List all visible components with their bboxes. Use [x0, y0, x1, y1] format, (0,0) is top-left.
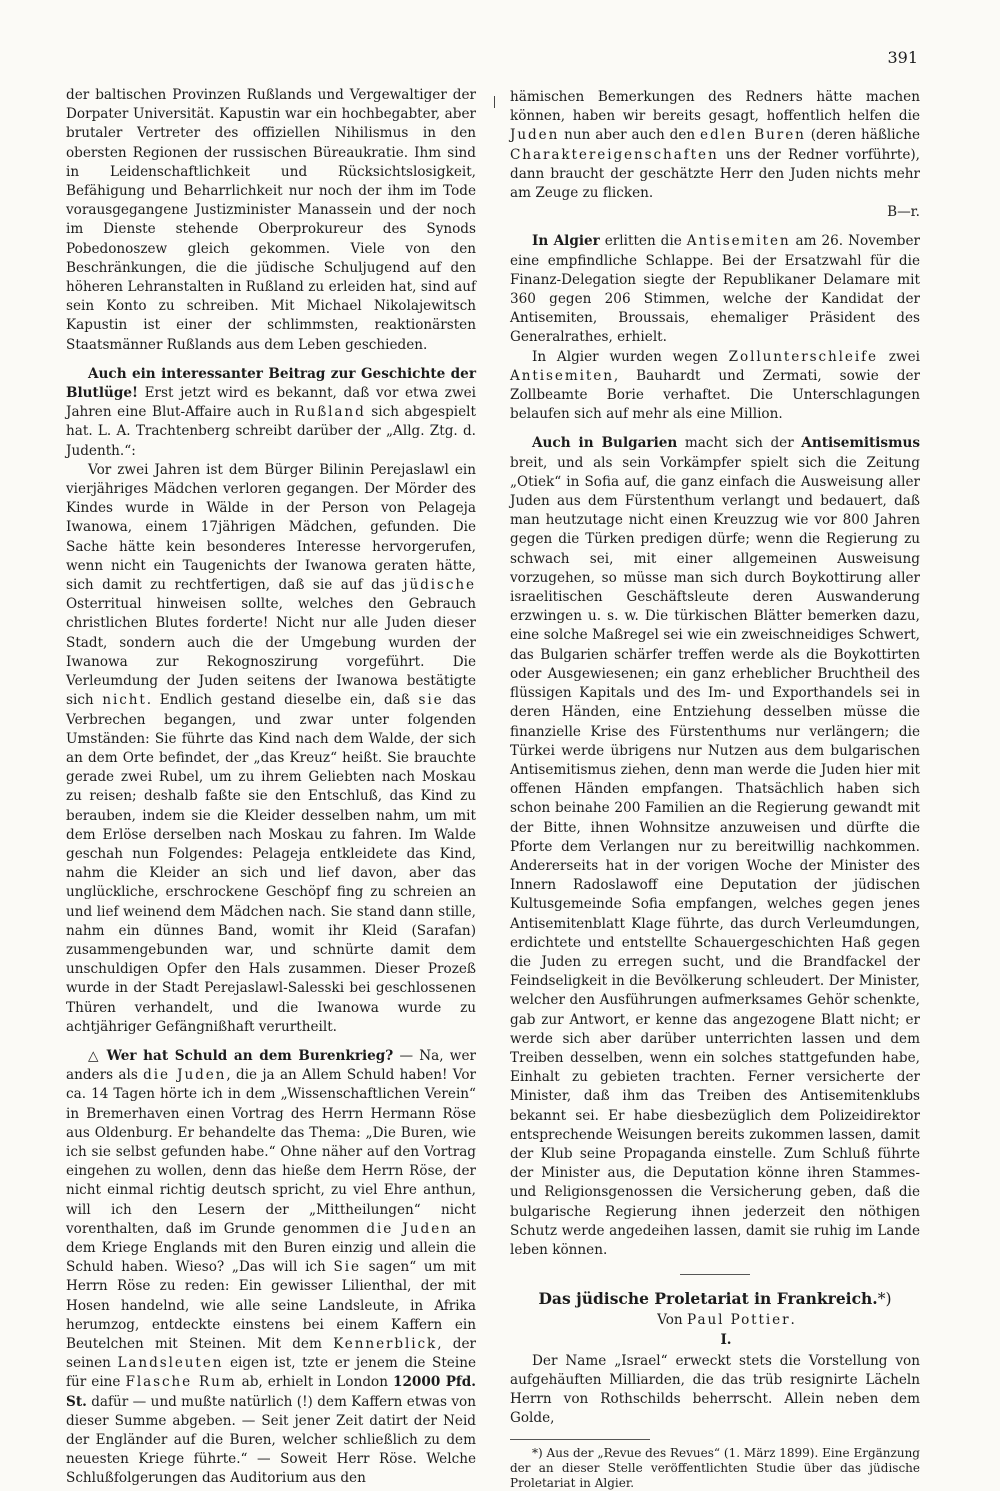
bulg-text-a: macht sich der [677, 435, 802, 452]
article-title-text: Das jüdische Proletariat in Frankreich. [538, 1289, 878, 1309]
cont-text-b: nun aber auch den [559, 127, 701, 144]
buren-text-f: eigen ist, tzte er jenem die Steine für eine [66, 1355, 476, 1391]
algier2-text-b: zwei [878, 348, 920, 365]
right-column [510, 88, 920, 1491]
report-text-c: . Endlich gestand dieselbe ein, daß [146, 692, 419, 709]
algier-article [510, 232, 920, 347]
algier2-text-a: In Algier wurden wegen [532, 348, 729, 365]
algier-text-b: am 26. November eine empfindliche Schlappe. Bei der Ersatzwahl für die Finanz-Delegation siegte der Republikaner Delamare mit 360 gegen 206 Stimmen, welche der Kandidat der Antisemiten, Broussais, ehemaliger Präsident des Generalrathes, erhielt. [510, 233, 921, 346]
buren-text-c: an dem Kriege Englands mit den Buren einzig und allein die Schuld haben. Wieso? „Das will ich [66, 1220, 477, 1276]
report-text-d: das Verbrechen begangen, und zwar unter folgenden Umständen: Sie führte das Kind nach dem Walde, der sich an dem Orte befindet, der „das Kreuz“ heißt. Sie brauchte gerade zwei Rubel, um zu ihrem Geliebten nach Moskau zu reisen; deshalb faßte sie den Entschluß, das Kind zu berauben, indem sie die Kleider desselben nahm, um mit dem Erlöse derselben nach Moskau zu fahren. Im Walde geschah nun Folgendes: Pelageja entkleidete das Kind, nahm die Kleider an sich und lief davon, aber das unglückliche, erschrockene Geschöpf fing zu schreien an und lief weinend dem Mädchen nach. Sie stand dann stille, nahm ein dünnes Band, womit ihr Kleid (Sarafan) zusammengebunden war, und schnürte damit dem unschuldigen Opfer den Hals zusammen. Dieser Prozeß wurde in der Stadt Perejaslawl-Salesski bei geschlossenen Thüren verhandelt, und die Iwanowa wurde zu achtjähriger Gefängnißhaft verurtheilt. [66, 692, 476, 1035]
report-spaced: jüdische [403, 577, 476, 594]
blutluege-text-b: sich abgespielt hat. L. A. Trachtenberg schreibt darüber der „Allg. Ztg. d. Judenth.“: [66, 404, 476, 459]
byline-author: Paul Pottier [687, 1312, 791, 1329]
algier2-text-c: , Bauhardt und Zermati, sowie der Zollbeamte Borie verhaftet. Die Unterschlagungen belaufen sich auf mehr als eine Million. [510, 367, 920, 423]
algier2-spaced-1: Zollunterschleife [728, 348, 879, 365]
report-text-a: Vor zwei Jahren ist dem Bürger Bilinin Perejaslawl ein vierjähriges Mädchen verloren gegangen. Der Mörder des Kindes wurde in Wälde in der Person von Pelageja Iwanowa, einem 17jährigen Mädchen, gefunden. Die Sache hätte kein besonderes Interesse hervorgerufen, wenn nicht ein Taugenichts der Iwanowa geraten hätte, sich damit zu rechtfertigen, daß sie auf das [66, 461, 476, 594]
column-divider [494, 96, 495, 108]
cont-spaced-1: Juden [510, 127, 560, 144]
cont-text-d: uns der Redner vorführte), dann braucht der geschätzte Herr den Juden nichts mehr am Zeuge zu flicken. [510, 146, 920, 202]
report-spaced-sie: sie [418, 692, 444, 709]
blutluege-report [66, 461, 476, 1037]
algier-heading: In Algier [532, 233, 600, 250]
footnote-marker: *) [877, 1290, 892, 1309]
buren-spaced-3: Sie [333, 1259, 361, 1276]
buren-continuation [510, 88, 920, 203]
buren-text-d: sagen“ um mit Herrn Röse zu reden: Ein gewisser Lilienthal, der mit Hosen handelnd, wie alle seine Landsleute, in Afrika herumzog, entdeckte einstens bei einem Kaffern ein Beutelchen mit Steinen. Mit dem [66, 1259, 476, 1352]
blutluege-article [66, 365, 476, 461]
algier-spaced: Antisemiten [686, 233, 791, 250]
report-text-b: Osterritual hinweisen sollte, welches den Gebrauch christlichen Blutes forderte! Nicht nur alle Juden dieser Stadt, sondern auch die der Umgebung wurden der Iwanowa zur Rekognoszirung vorgeführt. Die Verleumdung der Juden seitens der Iwanowa bestätigte sich [66, 596, 476, 709]
byline-prefix: Von [657, 1312, 687, 1329]
byline-suffix: . [790, 1312, 795, 1329]
buren-bold-sum: 12000 Pfd. St. [66, 1374, 477, 1410]
buren-spaced-6: Flasche Rum [125, 1374, 237, 1391]
bulg-text-b: breit, und als sein Vorkämpfer spielt sich die Zeitung „Otiek“ in Sofia auf, die ganz einfach die Ausweisung aller Juden aus dem Fürstenthum verlangt und bedauert, daß man heutzutage nicht einen Kreuzzug wie vor 800 Jahren gegen die Türken predigen dürfe; wenn die Regierung zu schwach sei, mit einer allgemeinen Ausweisung vorzugehen, so müsse man sich durch Boykottirung aller israelitischen Geschäftsleute deren Auswanderung erzwingen u. s. w. Die türkischen Blätter bemerken dazu, eine solche Maßregel sei wie ein zweischneidiges Schwert, das Bulgarien schärfer treffen werde als die Boykottirten oder Ausgewiesenen; ein ganz erheblicher Bruchtheil des flüssigen Kapitals und des Im- und Exporthandels sei in deren Händen, eine Entziehung desselben müsse die finanzielle Krise des Fürstenthums nur verlängern; die Türkei werde übrigens nur Nutzen aus dem bulgarischen Antisemitismus ziehen, denn man werde die Juden hier mit offenen Händen empfangen. Thatsächlich haben sich schon beinahe 200 Familien an die Regierung gewandt mit der Bitte, ihnen Wohnsitze anzuweisen und dürfte die Pforte dem Verlangen nur zu bereitwillig nachkommen. Andererseits hat in der vorigen Woche der Minister des Innern Radoslawoff eine Deputation der jüdischen Kultusgemeinde Sofia empfangen, welches gegen jenes Antisemitenblatt Klage führte, das durch Verleumdungen, erdichtete und entstellte Schauergeschichten Haß gegen die Juden zu erregen sucht, und die Brandfackel der Feindseligkeit in die Bevölkerung schleudert. Der Minister, welcher den Ausführungen aufmerksames Gehör schenkte, gab zur Antwort, er kenne das angezogene Blatt nicht; er werde sich aber darüber unterrichten lassen und dem Treiben desselben, wenn ein solches stattgefunden habe, Einhalt zu gebieten trachten. Ferner versicherte der Minister, daß ihm das Treiben des Antisemitenklubs bekannt sei. Er habe diesbezüglich dem Polizeidirektor entsprechende Weisungen bereits zukommen lassen, damit der Klub seine Propaganda einstelle. Zum Schluß führte der Minister aus, die Deputation könne ihren Stammes- und Religionsgenossen die Versicherung geben, daß die bulgarische Regierung ihnen jederzeit den nöthigen Schutz werde angedeihen lassen, damit sie ruhig im Lande leben können. [510, 454, 920, 1258]
buren-text-a: — Na, wer anders als [66, 1047, 476, 1084]
footnote: *) Aus der „Revue des Revues“ (1. März 1899). Eine Ergänzung der an dieser Stelle veröffentlichten Studie über das jüdische Proletariat in Algier. [510, 1445, 920, 1490]
article-byline [510, 1311, 920, 1330]
left-column [66, 86, 476, 1489]
buren-text-g: ab, erhielt in London [236, 1374, 393, 1391]
blutluege-heading: Auch ein interessanter Beitrag zur Geschichte der Blutlüge! [66, 365, 476, 402]
report-spaced-nicht: nicht [102, 692, 147, 709]
buren-text-b: , die ja an Allem Schuld haben! Vor ca. 14 Tagen hörte ich in dem „Wissenschaftlichen Verein“ in Bremerhaven einen Vortrag des Herrn Hermann Röse aus Oldenburg. Er behandelte das Thema: „Die Buren, wie ich sie selbst gefunden habe.“ Ohne näher auf den Vortrag eingehen zu wollen, denn das hieße dem Herrn Röse, der nicht einmal richtig deutsch spricht, zu viel Ehre anthun, will ich den Lesern der „Mittheilungen“ nicht vorenthalten, daß im Grunde genommen [66, 1067, 476, 1237]
buren-spaced-4: Kennerblick [333, 1336, 438, 1352]
triangle-icon: △ [88, 1047, 101, 1064]
algier2-spaced-2: Antisemiten [510, 367, 614, 384]
page-number: 391 [887, 48, 918, 67]
cont-spaced-3: Charaktereigenschaften [510, 146, 719, 163]
burenkrieg-heading: Wer hat Schuld an dem Burenkrieg? [106, 1047, 394, 1064]
cont-spaced-2: edlen Buren [700, 127, 806, 144]
bulgarien-article [510, 434, 920, 1260]
bulgarien-heading: Auch in Bulgarien [532, 435, 678, 452]
burenkrieg-article [66, 1047, 476, 1489]
buren-text-e: , der seinen [66, 1336, 477, 1372]
footnote-rule [510, 1439, 650, 1440]
cont-text-c: (deren häßliche [805, 127, 921, 144]
cont-text-a: hämischen Bemerkungen des Redners hätte machen können, haben wir bereits gesagt, hoffentlich helfen die [510, 89, 920, 125]
buren-text-h: dafür — und mußte natürlich (!) dem Kaffern etwas von dieser Summe abgeben. — Seit jener Zeit datirt der Neid der Engländer auf die Buren, welcher schließlich zu dem neuesten Kriege führte.“ — Soweit Herr Röse. Welche Schlußfolgerungen das Auditorium aus den [66, 1393, 476, 1487]
buren-spaced-2: die Juden [366, 1220, 452, 1237]
algier-text-a: erlitten die [599, 233, 687, 250]
article-body: Der Name „Israel“ erweckt stets die Vorstellung von aufgehäuften Milliarden, die das trüb resignirte Lächeln Herrn von Rothschilds beherrscht. Allein neben dem Golde, [510, 1352, 920, 1427]
article-title [510, 1289, 920, 1309]
section-rule [680, 1274, 750, 1275]
buren-spaced-1: die Juden [143, 1067, 227, 1084]
blutluege-spaced: Rußland [294, 404, 366, 421]
algier-paragraph-2 [510, 348, 920, 425]
kapustin-paragraph: der baltischen Provinzen Rußlands und Vergewaltiger der Dorpater Universität. Kapustin war ein hochbegabter, aber brutaler Vertreter des offiziellen Nihilismus in den obersten Regionen der russischen Büreaukratie. Ihm sind in Leidenschaftlichkeit und Rücksichtslosigkeit, Befähigung und Beharrlichkeit nur noch der ihm im Tode vorausgegangene Justizminister Manassein und der noch im Dienste stehende Oberprokureur des Synods Pobedonoszew gleich gekommen. Viele von den Beschränkungen, die die jüdische Schuljugend auf den höheren Lehranstalten in Rußland zu erleiden hat, sind auf sein Konto zu schreiben. Mit Michael Nikolajewitsch Kapustin ist einer der schlimmsten, reaktionärsten Staatsmänner Rußlands aus dem Leben geschieden. [66, 87, 476, 353]
buren-spaced-5: Landsleuten [117, 1355, 224, 1372]
bulg-bold-term: Antisemitismus [801, 435, 921, 452]
blutluege-text-a: Erst jetzt wird es bekannt, daß vor etwa zwei Jahren eine Blut-Affaire auch in [66, 385, 476, 421]
section-number: I. [720, 1331, 732, 1348]
author-signature: B—r. [887, 204, 920, 221]
